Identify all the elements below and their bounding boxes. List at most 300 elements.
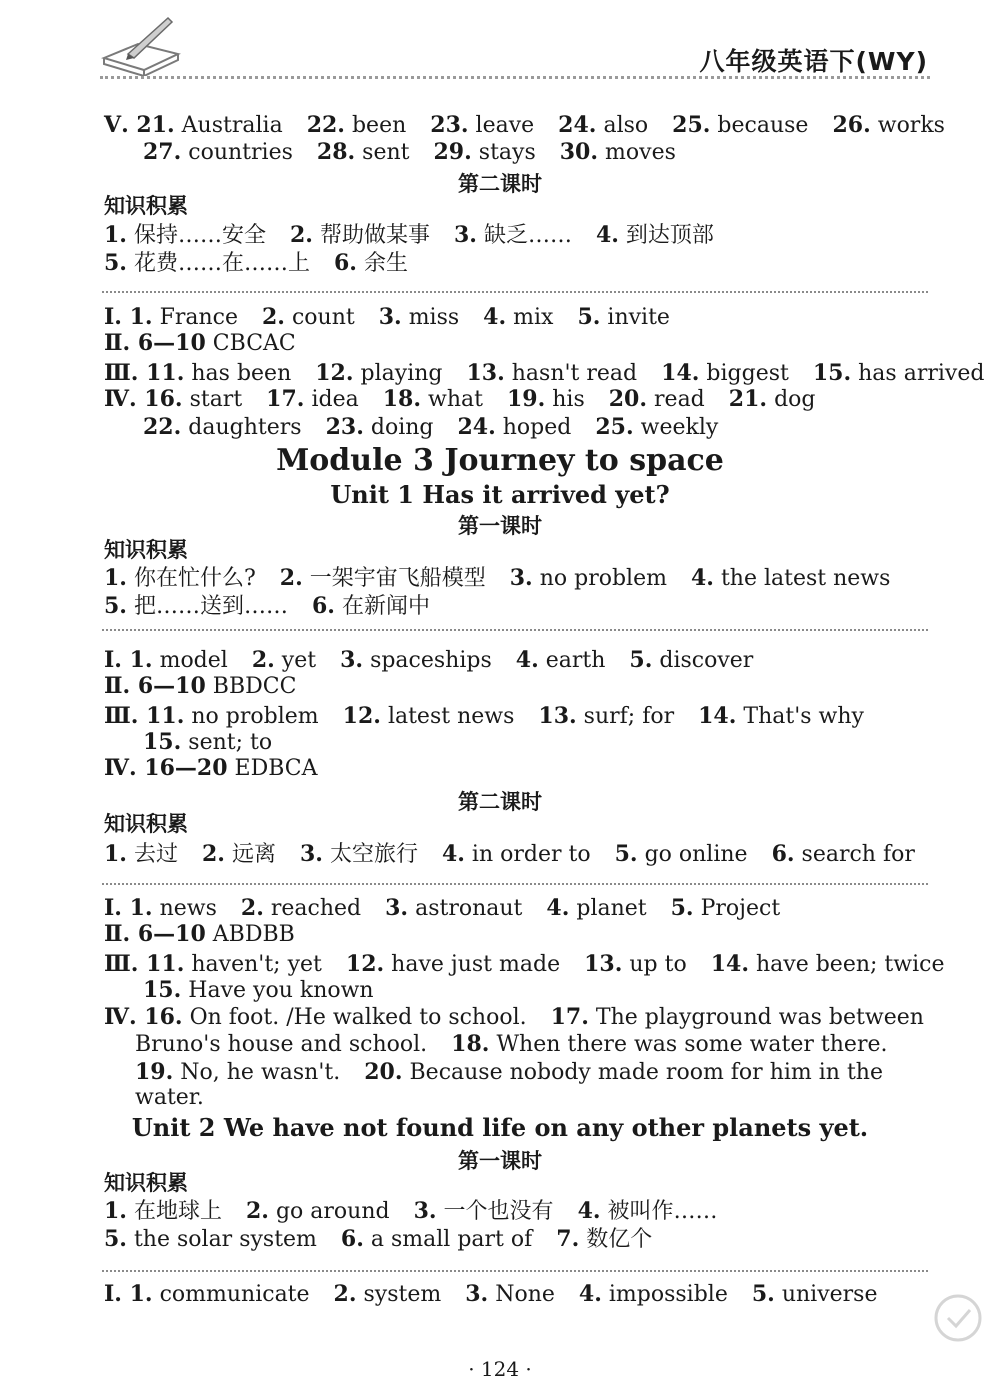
answer-text: Project <box>700 896 781 921</box>
question-number: 3. <box>465 1281 489 1307</box>
answer-line <box>104 222 738 249</box>
answer-line <box>135 1031 911 1058</box>
answer-text: a small part of <box>370 1227 533 1252</box>
answer-text: hoped <box>502 415 572 440</box>
question-number: 14. <box>661 360 700 386</box>
answer-text: also <box>603 113 649 138</box>
answer-text: miss <box>408 305 460 330</box>
answer-text: the latest news <box>720 566 891 591</box>
answer-text: sent <box>362 140 410 165</box>
answer-text: communicate <box>159 1282 310 1307</box>
answer-item <box>341 1227 532 1252</box>
answer-item <box>442 842 591 867</box>
answer-item <box>104 113 283 138</box>
question-number: Ⅰ. 1. <box>104 1281 153 1307</box>
answer-text: earth <box>545 648 606 673</box>
question-number: 4. <box>690 565 714 591</box>
answer-text: BBDCC <box>212 674 297 699</box>
question-number: 30. <box>559 139 599 165</box>
answer-line <box>135 1085 228 1111</box>
question-number: 6. <box>311 593 335 619</box>
question-number: 29. <box>433 139 472 165</box>
answer-item <box>615 842 748 867</box>
answer-item <box>385 896 522 921</box>
question-number: 3. <box>413 1198 437 1224</box>
question-number: Ⅲ. 11. <box>104 951 185 977</box>
lesson-heading: 第二课时 <box>458 172 542 196</box>
question-number: 12. <box>345 951 385 977</box>
answer-item <box>596 223 714 248</box>
answer-item <box>317 140 410 165</box>
question-number: 4. <box>546 895 570 921</box>
answer-item <box>307 113 407 138</box>
answer-text: stays <box>478 140 536 165</box>
answer-item <box>558 113 648 138</box>
answer-text: That's why <box>743 704 864 729</box>
answer-text: 缺乏…… <box>483 223 572 248</box>
dotted-divider <box>102 1270 928 1272</box>
question-number: Ⅰ. 1. <box>104 647 153 673</box>
question-number: 12. <box>315 360 354 386</box>
dotted-divider <box>102 629 928 631</box>
answer-text: haven't; yet <box>191 952 322 977</box>
question-number: Ⅳ. 16—20 <box>104 755 228 781</box>
question-number: Ⅱ. 6—10 <box>104 921 206 947</box>
answer-item <box>579 1282 728 1307</box>
answer-text: 数亿个 <box>586 1227 653 1252</box>
answer-text: Australia <box>181 113 283 138</box>
question-number: 21. <box>728 386 768 412</box>
answer-item <box>729 387 816 412</box>
answer-text: None <box>495 1282 555 1307</box>
question-number: 4. <box>515 647 539 673</box>
answer-text: yet <box>281 648 317 673</box>
answer-item <box>135 1085 204 1110</box>
lesson-heading: 第一课时 <box>458 514 542 538</box>
answer-item <box>104 756 318 781</box>
answer-text: has arrived <box>858 361 985 386</box>
book-title: 八年级英语下(WY) <box>699 47 928 76</box>
dotted-divider <box>102 883 928 885</box>
answer-item <box>246 1199 390 1224</box>
question-number: 5. <box>614 841 638 867</box>
answer-line <box>104 304 694 331</box>
question-number: 17. <box>550 1004 589 1030</box>
answer-text: 去过 <box>133 842 178 867</box>
answer-item <box>143 415 302 440</box>
answer-text: doing <box>370 415 434 440</box>
answer-item <box>280 566 486 591</box>
question-number: 13. <box>466 360 505 386</box>
question-number: 22. <box>143 414 182 440</box>
answer-item <box>832 113 945 138</box>
question-number: 13. <box>538 703 577 729</box>
answer-text: search for <box>801 842 915 867</box>
answer-item <box>104 566 256 591</box>
answer-text: no problem <box>191 704 319 729</box>
answer-text: 远离 <box>231 842 276 867</box>
answer-line <box>104 1198 742 1225</box>
answer-text: countries <box>188 140 293 165</box>
answer-text: leave <box>475 113 535 138</box>
answer-item <box>104 251 310 276</box>
lesson-heading: 第一课时 <box>458 1149 542 1173</box>
answer-text: have been; twice <box>756 952 945 977</box>
question-number: 27. <box>143 139 182 165</box>
answer-text: planet <box>576 896 647 921</box>
question-number: 1. <box>104 1198 127 1224</box>
answer-item <box>241 896 361 921</box>
question-number: 2. <box>262 304 285 330</box>
answer-text: sent; to <box>188 730 273 755</box>
answer-text: mix <box>513 305 554 330</box>
answer-line <box>104 330 320 357</box>
answer-text: France <box>159 305 238 330</box>
question-number: 5. <box>629 647 653 673</box>
answer-item <box>202 842 276 867</box>
answer-text: surf; for <box>583 704 675 729</box>
answer-text: biggest <box>706 361 789 386</box>
answer-text: go online <box>644 842 748 867</box>
question-number: 20. <box>608 386 648 412</box>
answer-text: No, he wasn't. <box>180 1060 341 1085</box>
answer-text: Have you known <box>188 978 374 1003</box>
answer-text: works <box>877 113 945 138</box>
section-label: 知识积累 <box>104 1171 188 1195</box>
answer-item <box>430 113 534 138</box>
answer-item <box>466 361 637 386</box>
answer-item <box>143 140 293 165</box>
answer-text: hasn't read <box>511 361 638 386</box>
answer-item <box>143 730 272 755</box>
answer-item <box>578 1199 718 1224</box>
answer-line <box>104 755 342 782</box>
answer-item <box>364 1060 883 1085</box>
answer-item <box>104 922 295 947</box>
question-number: 18. <box>382 386 421 412</box>
answer-line <box>104 703 888 730</box>
question-number: 18. <box>451 1031 490 1057</box>
question-number: 12. <box>342 703 381 729</box>
answer-item <box>691 566 890 591</box>
answer-item <box>104 223 266 248</box>
question-number: 4. <box>595 222 619 248</box>
answer-line <box>104 1281 901 1308</box>
question-number: 2. <box>201 841 225 867</box>
answer-text: system <box>363 1282 442 1307</box>
answer-item <box>507 387 585 412</box>
answer-item <box>772 842 915 867</box>
section-label: 知识积累 <box>104 812 188 836</box>
answer-item <box>457 415 571 440</box>
answer-item <box>104 896 217 921</box>
question-number: 26. <box>832 112 871 138</box>
answer-line <box>104 841 939 868</box>
answer-text: 余生 <box>363 251 408 276</box>
answer-text: daughters <box>188 415 302 440</box>
dotted-divider <box>102 291 928 293</box>
question-number: 5. <box>670 895 694 921</box>
answer-item <box>451 1032 887 1057</box>
answer-text: start <box>189 387 243 412</box>
answer-text: spaceships <box>370 648 492 673</box>
answer-text: 把……送到…… <box>133 594 288 619</box>
answer-item <box>556 1227 652 1252</box>
answer-text: On foot. /He walked to school. <box>189 1005 527 1030</box>
answer-text: 在地球上 <box>133 1199 222 1224</box>
answer-item <box>551 1005 924 1030</box>
answer-item <box>104 842 178 867</box>
answer-item <box>135 1032 427 1057</box>
answer-item <box>326 415 434 440</box>
question-number: 5. <box>104 1226 127 1252</box>
question-number: Ⅱ. 6—10 <box>104 330 206 356</box>
answer-line <box>104 951 968 978</box>
question-number: 1. <box>104 841 127 867</box>
answer-item <box>414 1199 554 1224</box>
question-number: Ⅲ. 11. <box>104 360 185 386</box>
answer-text: moves <box>605 140 676 165</box>
answer-text: CBCAC <box>212 331 296 356</box>
question-number: 2. <box>289 222 313 248</box>
answer-text: no problem <box>539 566 667 591</box>
question-number: 2. <box>279 565 303 591</box>
answer-text: news <box>159 896 217 921</box>
answer-text: 太空旅行 <box>329 842 418 867</box>
question-number: 22. <box>306 112 345 138</box>
section-label: 知识积累 <box>104 194 188 218</box>
question-number: 17. <box>266 386 305 412</box>
question-number: 3. <box>299 841 323 867</box>
answer-item <box>629 648 753 673</box>
answer-text: in order to <box>471 842 591 867</box>
question-number: Ⅴ. 21. <box>104 112 175 138</box>
question-number: 3. <box>385 895 409 921</box>
question-number: 19. <box>135 1059 174 1085</box>
answer-text: dog <box>774 387 816 412</box>
answer-text: water. <box>135 1085 204 1110</box>
answer-line <box>135 1059 907 1086</box>
answer-item <box>266 387 359 412</box>
answer-text: Bruno's house and school. <box>135 1032 428 1057</box>
answer-text: because <box>717 113 809 138</box>
question-number: 5. <box>104 593 127 619</box>
unit-heading: Unit 1 Has it arrived yet? <box>330 480 670 509</box>
answer-line <box>143 977 398 1004</box>
answer-item <box>584 952 687 977</box>
answer-text: 到达顶部 <box>625 223 714 248</box>
answer-item <box>465 1282 555 1307</box>
answer-text: read <box>654 387 705 412</box>
answer-text: 保持……安全 <box>133 223 266 248</box>
question-number: 6. <box>771 841 795 867</box>
question-number: 2. <box>245 1198 269 1224</box>
answer-item <box>104 1227 317 1252</box>
answer-item <box>483 305 553 330</box>
answer-item <box>104 305 238 330</box>
answer-item <box>383 387 483 412</box>
question-number: 23. <box>325 414 364 440</box>
question-number: Ⅰ. 1. <box>104 304 153 330</box>
question-number: 3. <box>340 647 364 673</box>
question-number: 4. <box>483 304 507 330</box>
question-number: 6. <box>340 1226 364 1252</box>
question-number: 15. <box>143 729 182 755</box>
answer-text: 一个也没有 <box>443 1199 554 1224</box>
answer-item <box>104 1282 310 1307</box>
answer-line <box>104 895 804 922</box>
question-number: Ⅳ. 16. <box>104 1004 183 1030</box>
answer-item <box>698 704 864 729</box>
answer-line <box>104 673 320 700</box>
answer-text: 被叫作…… <box>607 1199 718 1224</box>
page-number: · 124 · <box>468 1357 532 1381</box>
module-heading: Module 3 Journey to space <box>276 443 724 478</box>
answer-text: model <box>159 648 228 673</box>
answer-text: universe <box>781 1282 878 1307</box>
answer-item <box>813 361 985 386</box>
section-label: 知识积累 <box>104 538 188 562</box>
answer-text: latest news <box>387 704 515 729</box>
question-number: 3. <box>453 222 477 248</box>
answer-item <box>672 113 808 138</box>
answer-text: up to <box>629 952 687 977</box>
answer-item <box>379 305 459 330</box>
answer-item <box>538 704 674 729</box>
question-number: 7. <box>556 1226 580 1252</box>
answer-item <box>312 594 430 619</box>
question-number: 25. <box>595 414 634 440</box>
answer-text: discover <box>659 648 754 673</box>
answer-text: his <box>552 387 585 412</box>
answer-text: When there was some water there. <box>496 1032 888 1057</box>
answer-item <box>546 896 646 921</box>
answer-item <box>104 331 296 356</box>
answer-text: Because nobody made room for him in the <box>409 1060 883 1085</box>
answer-text: astronaut <box>415 896 523 921</box>
answer-text: ABDBB <box>212 922 295 947</box>
answer-line <box>104 250 432 277</box>
answer-item <box>262 305 355 330</box>
answer-item <box>516 648 606 673</box>
pencil-book-icon <box>98 14 184 76</box>
answer-text: EDBCA <box>234 756 318 781</box>
answer-text: been <box>351 113 407 138</box>
answer-item <box>577 305 670 330</box>
question-number: 20. <box>364 1059 403 1085</box>
answer-text: what <box>428 387 483 412</box>
answer-item <box>671 896 781 921</box>
answer-item <box>104 952 322 977</box>
answer-text: playing <box>360 361 443 386</box>
answer-item <box>104 361 291 386</box>
answer-item <box>104 704 319 729</box>
answer-line <box>104 386 839 413</box>
answer-item <box>104 1005 527 1030</box>
answer-line <box>104 1226 676 1253</box>
answer-text: 花费……在……上 <box>133 251 310 276</box>
answer-text: invite <box>607 305 670 330</box>
question-number: 25. <box>672 112 711 138</box>
question-number: 5. <box>577 304 601 330</box>
question-number: 2. <box>240 895 264 921</box>
answer-text: count <box>291 305 355 330</box>
answer-line <box>104 921 319 948</box>
answer-text: go around <box>275 1199 390 1224</box>
question-number: 3. <box>509 565 533 591</box>
answer-item <box>104 387 242 412</box>
answer-item <box>290 223 430 248</box>
answer-item <box>135 1060 340 1085</box>
answer-item <box>104 674 296 699</box>
question-number: 4. <box>441 841 465 867</box>
question-number: 15. <box>143 977 182 1003</box>
answer-item <box>510 566 667 591</box>
answer-item <box>560 140 676 165</box>
answer-item <box>300 842 418 867</box>
question-number: 24. <box>457 414 496 440</box>
answer-item <box>454 223 572 248</box>
question-number: 2. <box>251 647 275 673</box>
answer-text: has been <box>191 361 292 386</box>
answer-line <box>104 360 1000 387</box>
question-number: 24. <box>558 112 597 138</box>
answer-item <box>609 387 705 412</box>
answer-item <box>595 415 718 440</box>
answer-text: have just made <box>391 952 561 977</box>
answer-text: the solar system <box>133 1227 317 1252</box>
answer-item <box>104 1199 222 1224</box>
answer-line <box>104 593 454 620</box>
answer-text: impossible <box>608 1282 728 1307</box>
answer-item <box>104 594 288 619</box>
answer-item <box>104 648 228 673</box>
question-number: 14. <box>710 951 749 977</box>
question-number: 6. <box>333 250 357 276</box>
answer-item <box>334 251 408 276</box>
lesson-heading: 第二课时 <box>458 790 542 814</box>
question-number: Ⅳ. 16. <box>104 386 183 412</box>
answer-item <box>315 361 442 386</box>
answer-text: reached <box>270 896 362 921</box>
answer-line <box>143 414 742 441</box>
question-number: 13. <box>584 951 623 977</box>
question-number: 23. <box>430 112 469 138</box>
answer-line <box>143 729 296 756</box>
question-number: 4. <box>577 1198 601 1224</box>
question-number: Ⅲ. 11. <box>104 703 185 729</box>
answer-item <box>661 361 789 386</box>
question-number: 19. <box>506 386 546 412</box>
answer-line <box>104 1004 948 1031</box>
answer-text: The playground was between <box>595 1005 924 1030</box>
question-number: 4. <box>578 1281 602 1307</box>
answer-item <box>340 648 492 673</box>
answer-line <box>143 139 700 166</box>
question-number: 5. <box>751 1281 775 1307</box>
answer-line <box>104 565 914 592</box>
answer-text: idea <box>311 387 359 412</box>
answer-line <box>104 647 777 674</box>
answer-line <box>104 112 969 139</box>
question-number: Ⅰ. 1. <box>104 895 153 921</box>
question-number: 1. <box>104 222 127 248</box>
answer-item <box>711 952 945 977</box>
question-number: Ⅱ. 6—10 <box>104 673 206 699</box>
unit-heading: Unit 2 We have not found life on any other planets yet. <box>131 1113 869 1142</box>
answer-text: 一架宇宙飞船模型 <box>309 566 486 591</box>
answer-text: 在新闻中 <box>341 594 430 619</box>
